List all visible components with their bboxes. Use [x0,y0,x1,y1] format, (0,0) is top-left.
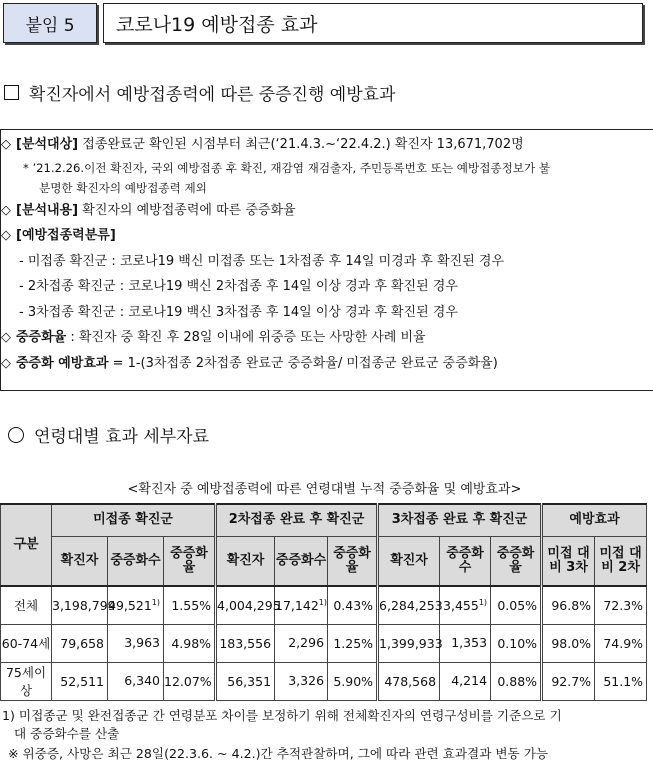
cell-value: 6,340 [124,673,160,689]
note-line: * ’21.2.26.이전 확진자, 국외 예방접종 후 확진, 재감염 재검출자, 주민등록번호 또는 예방접종정보가 불 [23,160,551,175]
page-title: 코로나19 예방접종 효과 [103,3,643,43]
cell: 478,568 [378,662,440,700]
cell [275,586,328,624]
cell: 98.0% [542,624,595,662]
cell: 52,511 [52,662,108,700]
cell: 12.07% [164,662,216,700]
table-row [1,624,647,662]
cell: 0.43% [328,586,378,624]
cell: 183,556 [216,624,275,662]
cell: 0.05% [491,586,542,624]
cell [275,662,328,700]
section-heading-2 [8,422,209,447]
cell: 51.1% [595,662,647,700]
cell [108,586,164,624]
table-caption: <확진자 중 예방접종력에 따른 연령대별 누적 중증화율 및 예방효과> [127,482,522,497]
cell-value: 3,455 [443,597,479,613]
text: 확진자의 예방접종력에 따른 중증화율 [78,202,296,218]
effect-table [0,503,647,701]
diamond-bullet-icon: ◇ [1,330,11,345]
section-title: 확진자에서 예방접종력에 따른 중증진행 예방효과 [29,85,396,105]
label: [예방접종력분류] [16,228,116,243]
text: : 확진자 중 확진 후 28일 이내에 위중증 또는 사망한 사례 비율 [66,330,426,345]
diamond-bullet-icon: ◇ [1,228,11,243]
footnote-2: ※ 위중증, 사망은 최근 28일(22.3.6. ~ 4.2.)간 추적관찰하며, 그에 따라 관련 효과결과 변동 가능 [8,746,549,761]
header-severe-rate: 중증화율 [328,536,378,586]
label: 중증화율 [16,330,67,345]
footnote-mark: 1) [151,597,160,607]
cell-value: 4,214 [451,673,488,689]
header-severe-count: 중증화수 [108,536,164,586]
cell [440,662,491,700]
cell [275,624,328,662]
header-unvaccinated: 미접종 확진군 [52,504,216,536]
header-effect-vs-2nd: 미접 대비 2차 [595,536,647,586]
diamond-bullet-icon: ◇ [1,355,11,371]
header-effect-vs-3rd: 미접 대비 3차 [542,536,595,586]
section-heading-1 [4,80,395,105]
diamond-bullet-icon: ◇ [1,202,11,218]
cell: 4.98% [164,624,216,662]
table-row [1,586,647,624]
cell: 72.3% [595,586,647,624]
note-line: 분명한 확진자의 예방접종력 제외 [39,180,207,195]
prevention-effect-def [1,351,653,377]
cell [108,662,164,700]
classification-heading [1,223,653,249]
header-severe-rate: 중증화율 [491,536,542,586]
severity-rate-def [1,325,653,351]
cell-value: 49,521 [108,597,152,613]
header-confirmed: 확진자 [52,536,108,586]
footnote-1-cont: 대 중증화수를 산출 [14,726,120,741]
cell: 1,399,933 [378,624,440,662]
cell: 0.88% [491,662,542,700]
header-severe-rate: 중증화율 [164,536,216,586]
label: 중증화 예방효과 [16,355,109,371]
appendix-tag: 붙임 5 [3,3,97,43]
table-row [1,662,647,700]
cell [108,624,164,662]
header-dose3: 3차접종 완료 후 확진군 [378,504,542,536]
text: 접종완료군 확인된 시점부터 최근(‘21.4.3.~‘22.4.2.) 확진자 13,671,702명 [78,137,524,152]
row-label: 75세이상 [1,662,52,700]
cell: 96.8% [542,586,595,624]
footnote-1: 1) 미접종군 및 완전접종군 간 연령분포 차이를 보정하기 위해 전체확진자의 연령구성비를 기준으로 기 [2,708,562,723]
row-label: 전체 [1,586,52,624]
diamond-bullet-icon: ◇ [1,137,11,152]
label: [분석대상] [16,137,79,152]
label: [분석내용] [16,202,79,218]
cell: 1.55% [164,586,216,624]
header-effect: 예방효과 [542,504,647,536]
cell-value: 3,963 [124,635,160,651]
row-label: 60-74세 [1,624,52,662]
footnote-mark: 1) [478,597,488,607]
cell: 1.25% [328,624,378,662]
header [3,3,643,43]
analysis-target [1,132,653,158]
header-confirmed: 확진자 [216,536,275,586]
square-bullet-icon [4,85,19,100]
section-title: 연령대별 효과 세부자료 [34,427,210,447]
header-confirmed: 확진자 [378,536,440,586]
footnote-mark: 1) [318,597,327,607]
cell [440,586,491,624]
cell: 5.90% [328,662,378,700]
header-dose2: 2차접종 완료 후 확진군 [216,504,378,536]
cell-value: 17,142 [275,597,319,613]
classification-item: - 3차접종 확진군 : 코로나19 백신 3차접종 후 14일 이상 경과 후 확진된 경우 [19,304,458,320]
cell: 3,198,799 [52,586,108,624]
cell-value: 2,296 [288,635,325,651]
cell: 92.7% [542,662,595,700]
analysis-content [1,198,653,224]
cell [440,624,491,662]
cell: 6,284,253 [378,586,440,624]
header-group: 구분 [1,504,52,586]
text: = 1-(3차접종 2차접종 완료군 중증화율/ 미접종군 완료군 중증화율) [108,355,498,371]
header-severe-count: 중증화수 [275,536,328,586]
circle-bullet-icon [8,427,24,443]
classification-item: - 2차접종 확진군 : 코로나19 백신 2차접종 후 14일 이상 경과 후 확진된 경우 [19,279,458,294]
header-severe-count: 중증화수 [440,536,491,586]
cell: 0.10% [491,624,542,662]
cell: 74.9% [595,624,647,662]
analysis-box [0,129,653,391]
cell: 56,351 [216,662,275,700]
cell-value: 1,353 [451,635,488,651]
cell: 4,004,295 [216,586,275,624]
classification-item: - 미접종 확진군 : 코로나19 백신 미접종 또는 1차접종 후 14일 미경과 후 확진된 경우 [19,253,505,269]
cell-value: 3,326 [288,673,325,689]
cell: 79,658 [52,624,108,662]
